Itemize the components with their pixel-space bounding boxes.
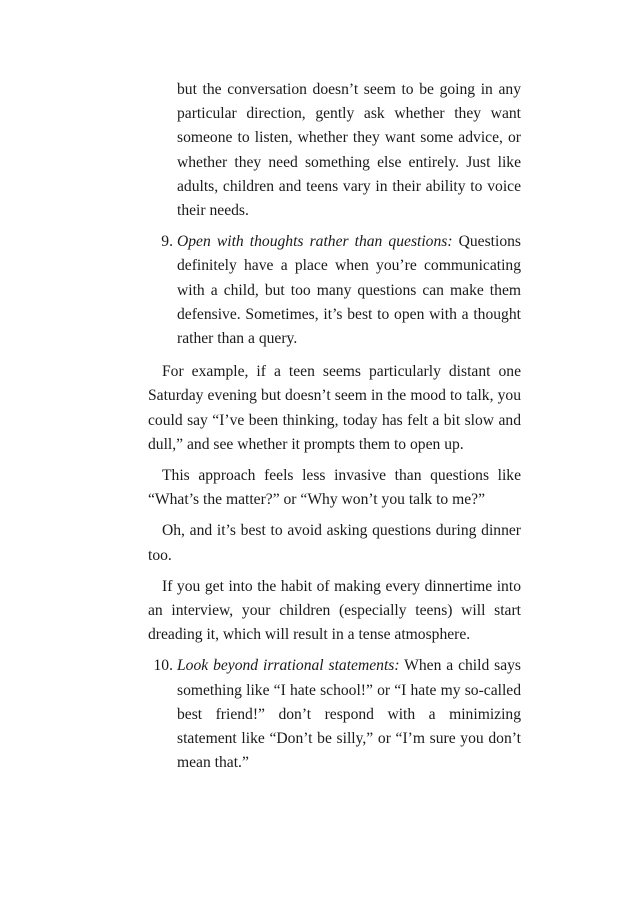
list-item-continuation: but the conversation doesn’t seem to be going in any particular direction, gently ask whether they want someone to listen, whether they want some advice, or whether they need something else entirely. Just like adults, children and teens vary in their ability to voice their needs.	[177, 81, 521, 220]
list-item-title: Look beyond irrational statements:	[177, 657, 400, 675]
paragraph: This approach feels less invasive than questions like “What’s the matter?” or “Why won’t you talk to me?”	[148, 467, 521, 509]
list-item-body: Questions definitely have a place when you’re communicating with a child, but too many questions can make them defensive. Sometimes, it’s best to open with a thought rather than a query.	[177, 233, 521, 348]
list-item-text	[177, 230, 521, 351]
list-item-title: Open with thoughts rather than questions:	[177, 233, 453, 251]
list-number: 10.	[153, 657, 173, 675]
paragraph: For example, if a teen seems particularly distant one Saturday evening but doesn’t seem in the mood to talk, you could say “I’ve been thinking, today has felt a bit slow and dull,” and see whether it prompts them to open up.	[148, 363, 521, 453]
page-body	[148, 78, 521, 775]
list-number: 9.	[161, 233, 173, 251]
list-item-9	[148, 230, 521, 351]
list-item-body: When a child says something like “I hate school!” or “I hate my so-called best friend!” don’t respond with a minimizing statement like “Don’t be silly,” or “I’m sure you don’t mean that.”	[177, 657, 521, 772]
paragraph: Oh, and it’s best to avoid asking questions during dinner too.	[148, 522, 521, 564]
list-item-10	[148, 654, 521, 775]
paragraph: If you get into the habit of making every dinnertime into an interview, your children (especially teens) will start dreading it, which will result in a tense atmosphere.	[148, 577, 521, 644]
list-item-text	[177, 654, 521, 775]
